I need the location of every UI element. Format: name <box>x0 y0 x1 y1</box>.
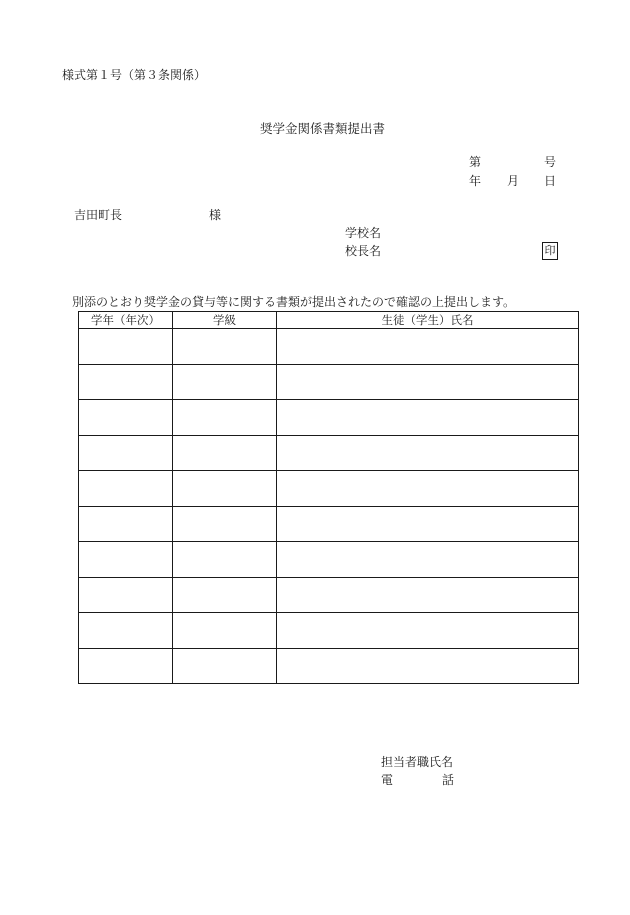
submission-statement: 別添のとおり奨学金の貸与等に関する書類が提出されたので確認の上提出します。 <box>72 295 516 309</box>
column-header-class: 学級 <box>173 312 277 329</box>
table-row <box>79 364 579 400</box>
grade-cell[interactable] <box>79 613 173 649</box>
table-row <box>79 435 579 471</box>
class-cell[interactable] <box>173 577 277 613</box>
principal-name-label: 校長名 <box>345 244 382 258</box>
student-name-cell[interactable] <box>277 542 579 578</box>
table-row <box>79 506 579 542</box>
student-name-cell[interactable] <box>277 364 579 400</box>
table-row <box>79 329 579 365</box>
table-header-row <box>79 312 579 329</box>
date-day-label: 日 <box>544 174 557 188</box>
date-year-label: 年 <box>469 174 482 188</box>
column-header-student-name: 生徒（学生）氏名 <box>277 312 579 329</box>
class-cell[interactable] <box>173 542 277 578</box>
student-name-cell[interactable] <box>277 400 579 436</box>
grade-cell[interactable] <box>79 471 173 507</box>
table-row <box>79 542 579 578</box>
grade-cell[interactable] <box>79 506 173 542</box>
class-cell[interactable] <box>173 471 277 507</box>
student-name-cell[interactable] <box>277 648 579 684</box>
table-row <box>79 400 579 436</box>
student-name-cell[interactable] <box>277 435 579 471</box>
grade-cell[interactable] <box>79 542 173 578</box>
date-month-label: 月 <box>507 174 520 188</box>
class-cell[interactable] <box>173 506 277 542</box>
class-cell[interactable] <box>173 400 277 436</box>
table-row <box>79 577 579 613</box>
document-title: 奨学金関係書類提出書 <box>260 121 386 136</box>
class-cell[interactable] <box>173 648 277 684</box>
grade-cell[interactable] <box>79 364 173 400</box>
class-cell[interactable] <box>173 364 277 400</box>
grade-cell[interactable] <box>79 648 173 684</box>
school-name-label: 学校名 <box>345 226 382 240</box>
seal-mark: 印 <box>542 242 558 260</box>
class-cell[interactable] <box>173 329 277 365</box>
table-row <box>79 648 579 684</box>
student-roster-table <box>78 311 579 684</box>
student-name-cell[interactable] <box>277 506 579 542</box>
student-name-cell[interactable] <box>277 471 579 507</box>
phone-label-part1: 電 <box>381 773 394 787</box>
grade-cell[interactable] <box>79 400 173 436</box>
column-header-grade: 学年（年次） <box>79 312 173 329</box>
grade-cell[interactable] <box>79 577 173 613</box>
class-cell[interactable] <box>173 435 277 471</box>
staff-name-label: 担当者職氏名 <box>381 755 454 769</box>
student-name-cell[interactable] <box>277 329 579 365</box>
addressee-name: 吉田町長 <box>74 208 123 222</box>
addressee-honorific: 様 <box>209 208 222 222</box>
class-cell[interactable] <box>173 613 277 649</box>
table-row <box>79 613 579 649</box>
table-row <box>79 471 579 507</box>
document-number-suffix: 号 <box>544 155 557 169</box>
form-number: 様式第１号（第３条関係） <box>62 68 207 82</box>
phone-label-part2: 話 <box>442 773 455 787</box>
student-name-cell[interactable] <box>277 577 579 613</box>
student-name-cell[interactable] <box>277 613 579 649</box>
grade-cell[interactable] <box>79 435 173 471</box>
grade-cell[interactable] <box>79 329 173 365</box>
document-number-prefix: 第 <box>469 155 482 169</box>
